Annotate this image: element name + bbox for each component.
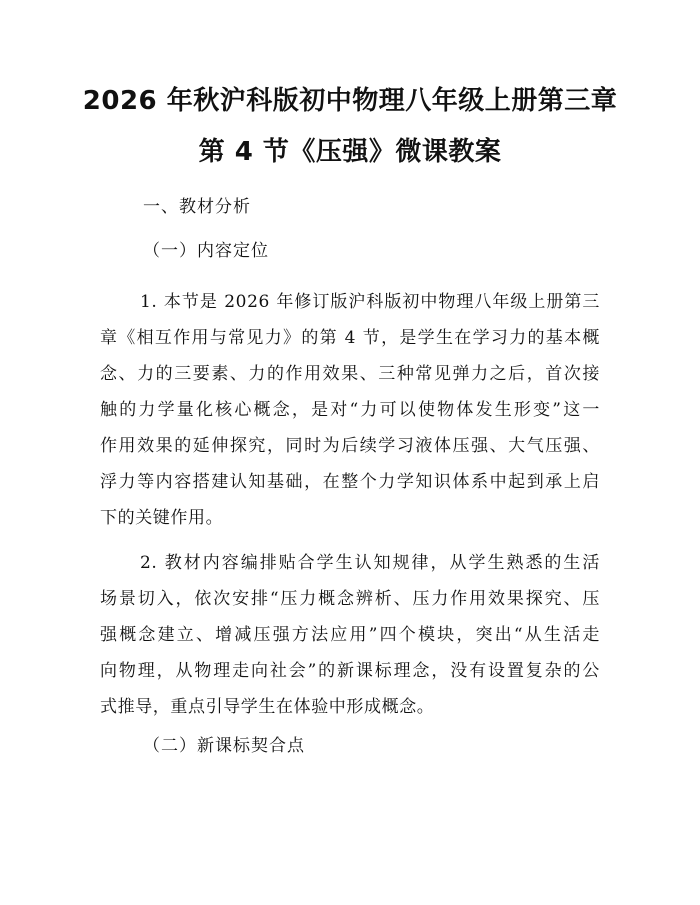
section-heading-textbook-analysis: 一、教材分析 [143, 197, 251, 217]
document-title-line-2: 第 4 节《压强》微课教案 [198, 137, 502, 167]
paragraph-1-line: 念、力的三要素、力的作用效果、三种常见弹力之后，首次接 [100, 364, 600, 384]
paragraph-1-line: 浮力等内容搭建认知基础，在整个力学知识体系中起到承上启 [100, 472, 600, 492]
subsection-heading-content-positioning: （一）内容定位 [143, 241, 269, 261]
paragraph-2-line: 场景切入，依次安排“压力概念辨析、压力作用效果探究、压 [100, 589, 600, 609]
paragraph-2-line: 式推导，重点引导学生在体验中形成概念。 [100, 697, 435, 717]
paragraph-1 [100, 284, 600, 536]
paragraph-2 [100, 545, 600, 725]
paragraph-2-line: 向物理，从物理走向社会”的新课标理念，没有设置复杂的公 [100, 661, 600, 681]
paragraph-1-line: 章《相互作用与常见力》的第 4 节，是学生在学习力的基本概 [100, 328, 600, 348]
document-title-line-1: 2026 年秋沪科版初中物理八年级上册第三章 [82, 86, 618, 116]
paragraph-2-line: 强概念建立、增减压强方法应用”四个模块，突出“从生活走 [100, 625, 600, 645]
paragraph-1-line: 1. 本节是 2026 年修订版沪科版初中物理八年级上册第三 [140, 292, 600, 312]
paragraph-1-line: 触的力学量化核心概念，是对“力可以使物体发生形变”这一 [100, 400, 600, 420]
paragraph-1-line: 作用效果的延伸探究，同时为后续学习液体压强、大气压强、 [100, 436, 600, 456]
subsection-heading-new-curriculum: （二）新课标契合点 [143, 736, 305, 756]
paragraph-1-line: 下的关键作用。 [100, 508, 224, 528]
paragraph-2-line: 2. 教材内容编排贴合学生认知规律，从学生熟悉的生活 [140, 553, 600, 573]
